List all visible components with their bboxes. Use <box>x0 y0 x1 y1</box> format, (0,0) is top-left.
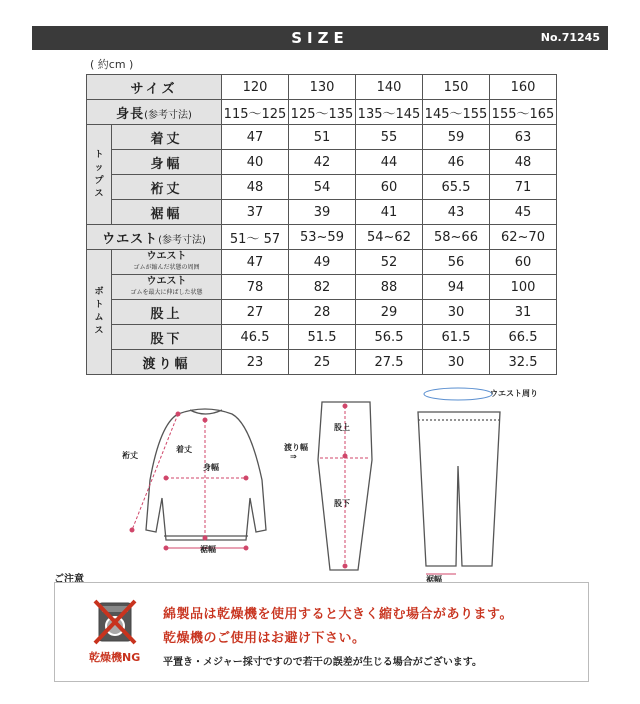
table-cell: 48 <box>490 150 557 175</box>
row-label: 股上 <box>112 300 222 325</box>
table-cell: 51 <box>289 125 356 150</box>
table-cell: 59 <box>423 125 490 150</box>
table-cell: 145〜155 <box>423 100 490 125</box>
warning-line-1: 綿製品は乾燥機を使用すると大きく縮む場合があります。 <box>163 607 513 622</box>
table-cell: 49 <box>289 250 356 275</box>
table-cell: 65.5 <box>423 175 490 200</box>
table-cell: 94 <box>423 275 490 300</box>
kitake-label: 着丈 <box>176 445 192 454</box>
table-row <box>87 300 557 325</box>
warning-line-2: 乾燥機のご使用はお避け下さい。 <box>163 631 366 646</box>
table-cell: 61.5 <box>423 325 490 350</box>
table-cell: 78 <box>222 275 289 300</box>
table-row <box>87 150 557 175</box>
table-cell: 27 <box>222 300 289 325</box>
notice-heading: ご注意 <box>54 574 84 585</box>
table-cell: 115〜125 <box>222 100 289 125</box>
size-table <box>86 74 557 375</box>
size-header <box>32 26 608 50</box>
table-cell: 62~70 <box>490 225 557 250</box>
table-cell: 54 <box>289 175 356 200</box>
table-cell: 46 <box>423 150 490 175</box>
sweatshirt-outline <box>146 409 266 540</box>
susohaba-label: 裾幅 <box>200 545 216 554</box>
row-label: 股下 <box>112 325 222 350</box>
matashita-label: 股下 <box>334 499 350 508</box>
table-cell: 100 <box>490 275 557 300</box>
table-cell: 23 <box>222 350 289 375</box>
row-label: ウエスト ゴムを最大に伸ばした状態 <box>112 275 222 300</box>
table-cell: 30 <box>423 350 490 375</box>
table-cell: 155〜165 <box>490 100 557 125</box>
table-cell: 29 <box>356 300 423 325</box>
product-code: No.71245 <box>540 31 600 44</box>
waist-around-label: ウエスト周り <box>490 389 538 398</box>
unit-label: ( 約cm ) <box>90 58 134 71</box>
table-cell: 47 <box>222 250 289 275</box>
table-cell: 42 <box>289 150 356 175</box>
table-cell: 43 <box>423 200 490 225</box>
table-cell: 52 <box>356 250 423 275</box>
pants-front-outline <box>418 412 500 566</box>
table-cell: 47 <box>222 125 289 150</box>
measure-note: 平置き・メジャー採寸ですので若干の誤差が生じる場合がございます。 <box>163 657 482 668</box>
watari-label: 渡り幅 <box>284 443 308 452</box>
row-label: 裾幅 <box>112 200 222 225</box>
table-cell: 48 <box>222 175 289 200</box>
table-cell: 135〜145 <box>356 100 423 125</box>
table-row <box>87 350 557 375</box>
table-cell: 55 <box>356 125 423 150</box>
table-cell: 88 <box>356 275 423 300</box>
row-label: ウエスト ゴムが縮んだ状態の周囲 <box>112 250 222 275</box>
table-cell: 66.5 <box>490 325 557 350</box>
table-cell: 82 <box>289 275 356 300</box>
size-col: 150 <box>423 75 490 100</box>
height-label: 身長(参考寸法) <box>87 100 222 125</box>
garment-illustration <box>0 380 640 580</box>
table-row <box>87 125 557 150</box>
measurement-diagram <box>0 380 640 584</box>
table-cell: 71 <box>490 175 557 200</box>
matagami-label: 股上 <box>334 423 350 432</box>
table-cell: 27.5 <box>356 350 423 375</box>
yuki-label: 裄丈 <box>122 451 138 460</box>
table-row <box>87 100 557 125</box>
table-cell: 53~59 <box>289 225 356 250</box>
table-cell: 58~66 <box>423 225 490 250</box>
table-cell: 56.5 <box>356 325 423 350</box>
notice-box <box>54 582 589 682</box>
row-label: 着丈 <box>112 125 222 150</box>
table-cell: 39 <box>289 200 356 225</box>
table-cell: 63 <box>490 125 557 150</box>
size-col: 120 <box>222 75 289 100</box>
table-cell: 125〜135 <box>289 100 356 125</box>
table-cell: 30 <box>423 300 490 325</box>
table-cell: 60 <box>356 175 423 200</box>
table-row <box>87 225 557 250</box>
table-row <box>87 75 557 100</box>
table-cell: 37 <box>222 200 289 225</box>
mihaba-label: 身幅 <box>203 463 219 472</box>
table-cell: 40 <box>222 150 289 175</box>
table-cell: 46.5 <box>222 325 289 350</box>
dryer-ng-label: 乾燥機NG <box>89 651 141 664</box>
table-cell: 51〜 57 <box>222 225 289 250</box>
table-cell: 51.5 <box>289 325 356 350</box>
pants-susohaba-label: 裾幅 <box>426 575 442 584</box>
table-cell: 44 <box>356 150 423 175</box>
table-cell: 54~62 <box>356 225 423 250</box>
dryer-ng-icon <box>93 599 137 645</box>
tops-group-label: ト ッ プ ス <box>87 125 112 225</box>
table-cell: 56 <box>423 250 490 275</box>
row-label: 身幅 <box>112 150 222 175</box>
table-row <box>87 200 557 225</box>
row-label: 渡り幅 <box>112 350 222 375</box>
bottoms-group-label: ボ ト ム ス <box>87 250 112 375</box>
table-cell: 28 <box>289 300 356 325</box>
size-col: 140 <box>356 75 423 100</box>
table-row <box>87 275 557 300</box>
table-row <box>87 325 557 350</box>
table-cell: 32.5 <box>490 350 557 375</box>
size-title: SIZE <box>291 29 349 47</box>
size-col: 160 <box>490 75 557 100</box>
size-label: サイズ <box>87 75 222 100</box>
table-cell: 25 <box>289 350 356 375</box>
table-cell: 45 <box>490 200 557 225</box>
waist-around-icon <box>424 388 492 400</box>
table-row <box>87 250 557 275</box>
table-cell: 60 <box>490 250 557 275</box>
table-cell: 41 <box>356 200 423 225</box>
table-cell: 31 <box>490 300 557 325</box>
size-col: 130 <box>289 75 356 100</box>
waist-ref-label: ウエスト(参考寸法) <box>87 225 222 250</box>
table-row <box>87 175 557 200</box>
row-label: 裄丈 <box>112 175 222 200</box>
watari-arrow: ⇒ <box>290 452 297 461</box>
